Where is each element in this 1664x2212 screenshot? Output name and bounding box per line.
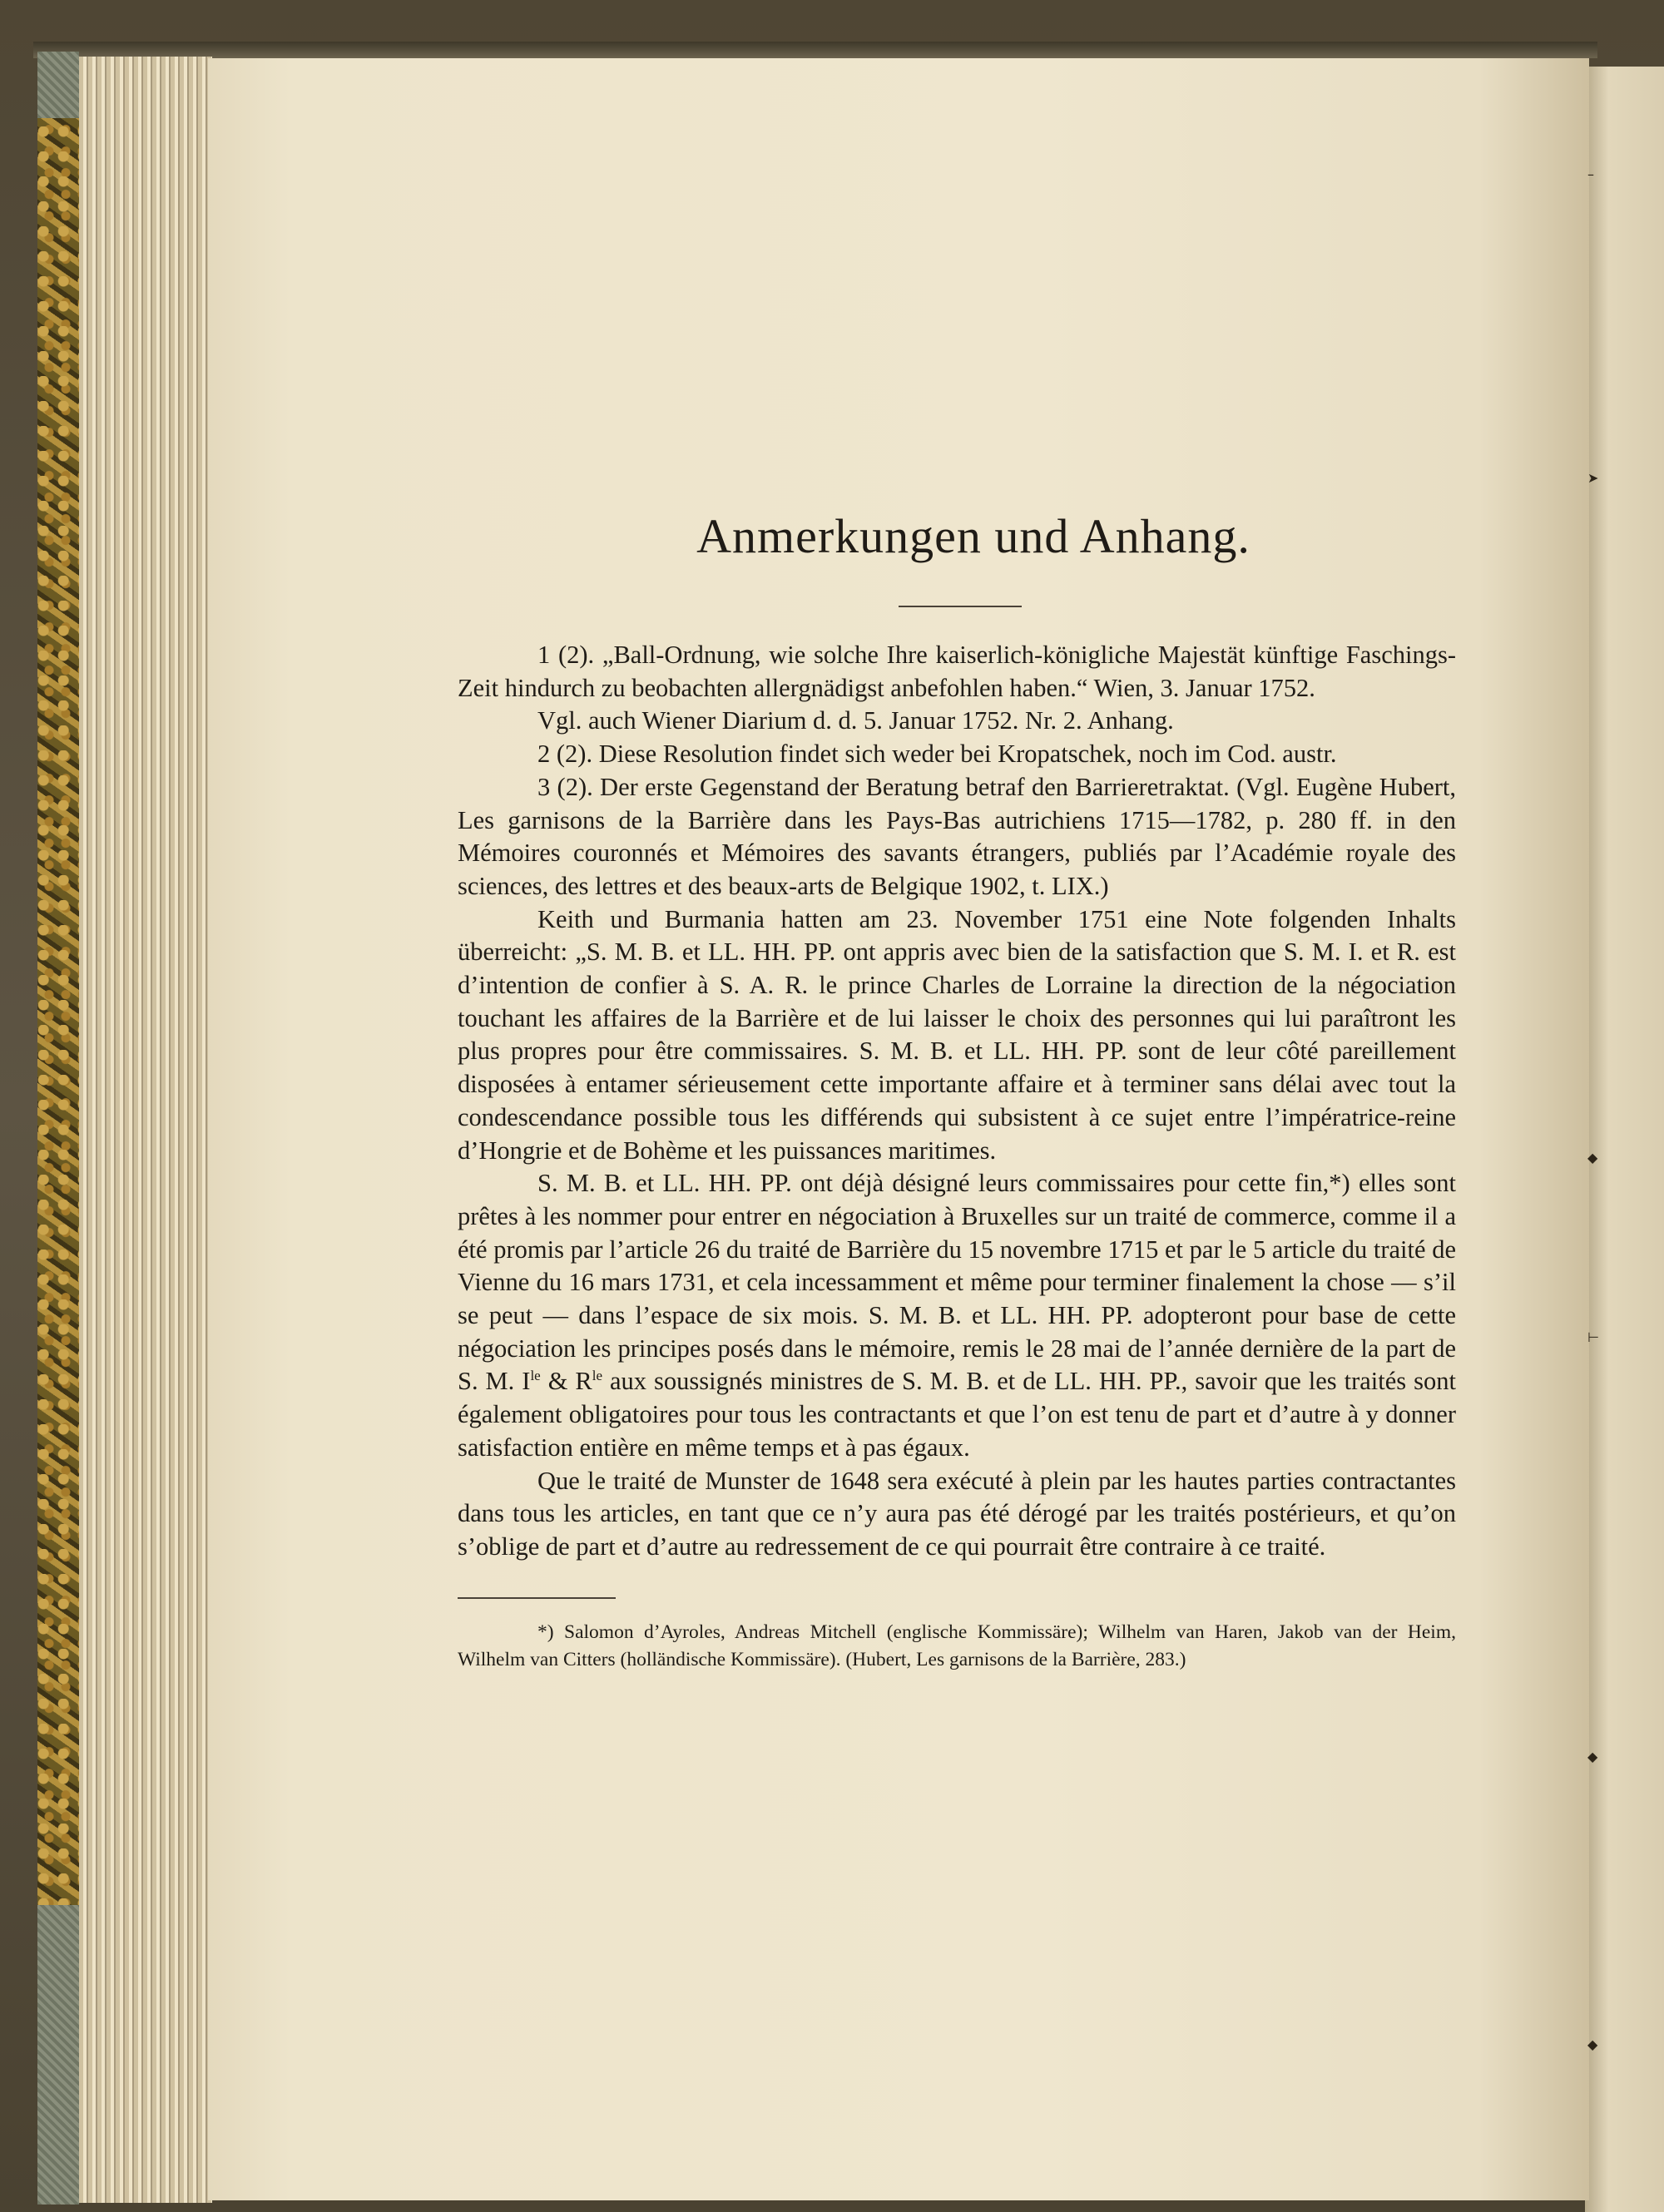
- page-edges: [79, 57, 212, 2203]
- superscript: le: [592, 1368, 603, 1384]
- note-paragraph: Keith und Burmania hatten am 23. November 1751 eine Note folgenden Inhalts überreicht: „S. M. B. et LL. HH. PP. ont appris avec bien de la satisfaction que S. M. I. et R. est d’intention de confier à S. A. R. le prince Charles de Lorraine la direction de la négociation touchant les affaires de la Barrière et de lui laisser le choix des personnes qui lui paraîtront les plus propres pour être commissaires. S. M. B. et LL. HH. PP. sont de leur côté pareillement disposées à entamer sérieusement cette importante affaire et à terminer sans délai avec tout la condescendance possible tous les différends qui subsistent à ce sujet entre l’impératrice-reine d’Hongrie et de Bohème et les puissances maritimes.: [458, 904, 1456, 1165]
- facing-page-edge: [1585, 67, 1664, 2212]
- note-paragraph: Vgl. auch Wiener Diarium d. d. 5. Januar 1752. Nr. 2. Anhang.: [537, 706, 1174, 735]
- margin-mark: ⊢: [1587, 1329, 1599, 1345]
- paragraph-text: S. M. B. et LL. HH. PP. ont déjà désigné leurs commissaires pour cette fin,*) elles sont prêtes à les nommer pour entrer en négociation à Bruxelles sur un traité de commerce, comme il a été promis par l’article 26 du traité de Barrière du 15 novembre 1715 et par le 5 article du traité de Vienne du 16 mars 1731, et cela incessamment et même pour terminer finalement la chose — s’il se peut — dans l’espace de six mois. S. M. B. et LL. HH. PP. adopteront pour base de cette négociation les principes posés dans le mémoire, remis le 28 mai de l’année dernière de la part de S. M. I: [458, 1169, 1456, 1396]
- page-content: [458, 507, 1456, 1674]
- note-paragraph: 3 (2). Der erste Gegenstand der Beratung betraf den Barrieretraktat. (Vgl. Eugène Hubert, Les garnisons de la Barrière dans les Pays-Bas autrichiens 1715—1782, p. 280 ff. in den Mémoires couronnés et Mémoires des savants étrangers, publiés par l’Académie royale des sciences, des lettres et des beaux-arts de Belgique 1902, t. LIX.): [458, 772, 1456, 900]
- margin-mark: ◆: [1587, 2036, 1598, 2052]
- book-binding-bottom: [37, 1905, 79, 2205]
- footnote: *) Salomon d’Ayroles, Andreas Mitchell (englische Kommissäre); Wilhelm van Haren, Jakob van der Heim, Wilhelm van Citters (holländische Kommissäre). (Hubert, Les garnisons de la Barrière, 283.): [458, 1621, 1456, 1670]
- margin-mark: ➤: [1587, 470, 1599, 486]
- margin-mark: ◆: [1587, 1749, 1598, 1764]
- book-binding: [37, 52, 79, 2198]
- book-binding-top: [37, 52, 79, 118]
- margin-mark: ◆: [1587, 1150, 1598, 1165]
- superscript: le: [530, 1368, 541, 1384]
- paragraph-text: aux soussignés ministres de S. M. B. et de LL. HH. PP., savoir que les traités sont également obligatoires pour tous les contractants et que l’on est tenu de part et d’autre à y donner satisfaction entière en même temps et à pas égaux.: [458, 1367, 1456, 1462]
- note-paragraph: [458, 1167, 1456, 1464]
- note-paragraph: 2 (2). Diese Resolution findet sich weder bei Kropatschek, noch im Cod. austr.: [537, 740, 1337, 769]
- margin-mark: –: [1587, 166, 1594, 182]
- note-paragraph: 1 (2). „Ball-Ordnung, wie solche Ihre kaiserlich-königliche Majestät künftige Faschings-Zeit hindurch zu beobachten allergnädigst anbefohlen haben.“ Wien, 3. Januar 1752.: [458, 641, 1456, 702]
- note-paragraph: Que le traité de Munster de 1648 sera exécuté à plein par les hautes parties contractantes dans tous les articles, en tant que ce n’y aura pas été dérogé par les traités postérieurs, et qu’on s’oblige de part et d’autre au redressement de ce qui pourrait être contraire à ce traité.: [458, 1466, 1456, 1561]
- paragraph-text: & R: [540, 1367, 592, 1396]
- footnote-divider: [458, 1597, 616, 1599]
- page-title: Anmerkungen und Anhang.: [696, 509, 1250, 563]
- title-divider: [899, 606, 1022, 607]
- book-top-edge: [33, 42, 1597, 58]
